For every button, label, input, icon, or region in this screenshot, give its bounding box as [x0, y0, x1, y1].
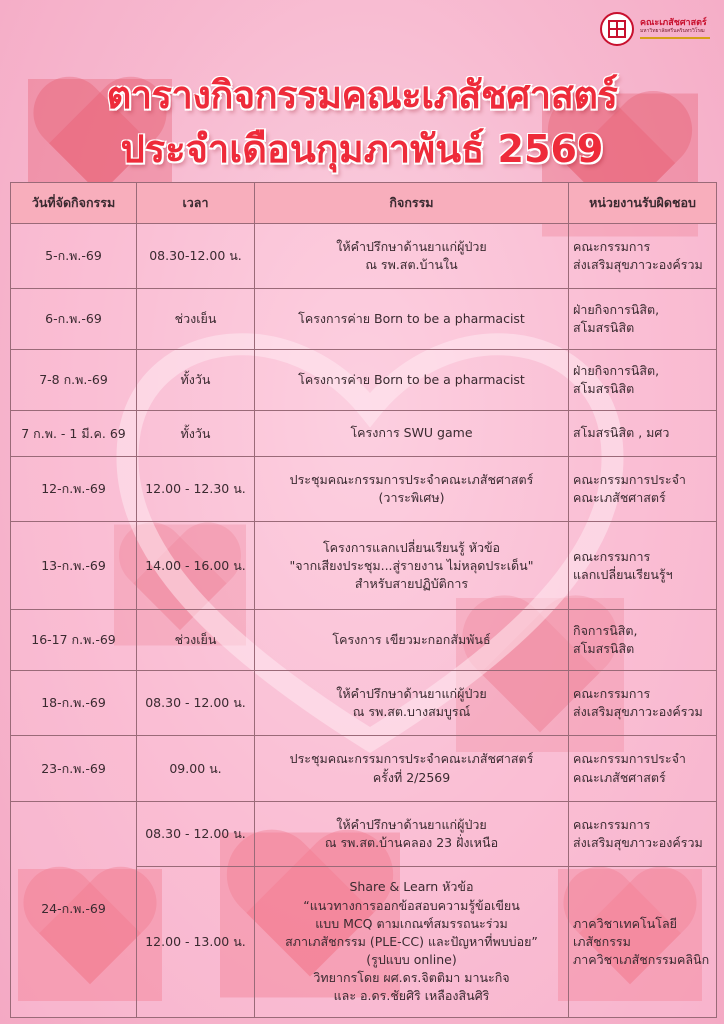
unit-cell-line: คณะกรรมการ: [573, 548, 651, 564]
time-cell: ช่วงเย็น: [137, 610, 255, 671]
activity-cell-line: ณ รพ.สต.บ้านใน: [365, 257, 458, 273]
date-cell: 7-8 ก.พ.-69: [11, 350, 137, 411]
unit-cell-line: สโมสรนิสิต: [573, 320, 635, 336]
date-cell: 6-ก.พ.-69: [11, 289, 137, 350]
unit-cell-line: กิจการนิสิต,: [573, 623, 638, 639]
activity-cell-line: ให้คำปรึกษาด้านยาแก่ผู้ป่วย: [336, 816, 487, 832]
activity-cell-line: โครงการ เขียวมะกอกสัมพันธ์: [332, 632, 491, 648]
time-cell: ทั้งวัน: [137, 410, 255, 456]
logo-subtitle: มหาวิทยาลัยศรีนครินทรวิโรฒ: [640, 28, 705, 35]
table-row: [11, 224, 717, 289]
activity-cell-line: ให้คำปรึกษาด้านยาแก่ผู้ป่วย: [336, 238, 487, 254]
activity-cell-line: วิทยากรโดย ผศ.ดร.จิตติมา มานะกิจ: [313, 970, 510, 986]
time-cell: 08.30 - 12.00 น.: [137, 671, 255, 736]
schedule-table: [10, 182, 717, 1018]
time-cell: ทั้งวัน: [137, 350, 255, 411]
date-cell: 24-ก.พ.-69: [11, 801, 137, 1017]
unit-cell-line: คณะเภสัชศาสตร์: [573, 490, 666, 506]
unit-cell-line: คณะเภสัชศาสตร์: [573, 769, 666, 785]
activity-cell-line: โครงการแลกเปลี่ยนเรียนรู้ หัวข้อ: [322, 539, 501, 555]
time-cell: ช่วงเย็น: [137, 289, 255, 350]
date-cell: 5-ก.พ.-69: [11, 224, 137, 289]
time-cell: 08.30-12.00 น.: [137, 224, 255, 289]
unit-cell: [569, 410, 717, 456]
unit-cell-line: สโมสรนิสิต: [573, 380, 635, 396]
activity-cell: [255, 410, 569, 456]
unit-cell: [569, 350, 717, 411]
unit-cell: [569, 224, 717, 289]
table-header-row: [11, 183, 717, 224]
table-row: [11, 801, 717, 866]
unit-cell: [569, 736, 717, 801]
date-cell: 12-ก.พ.-69: [11, 457, 137, 522]
time-cell: 08.30 - 12.00 น.: [137, 801, 255, 866]
header-unit: หน่วยงานรับผิดชอบ: [569, 183, 717, 224]
activity-cell-line: แบบ MCQ ตามเกณฑ์สมรรถนะร่วม: [315, 915, 508, 931]
date-cell: 13-ก.พ.-69: [11, 522, 137, 610]
time-cell: 12.00 - 13.00 น.: [137, 866, 255, 1017]
table-row: [11, 522, 717, 610]
activity-cell-line: ณ รพ.สต.บ้านคลอง 23 ฝั่งเหนือ: [324, 834, 499, 850]
activity-cell-line: (รูปแบบ online): [366, 951, 457, 967]
unit-cell-line: คณะกรรมการประจำ: [573, 472, 686, 488]
activity-cell-line: (วาระพิเศษ): [378, 490, 445, 506]
unit-cell-line: ฝ่ายกิจการนิสิต,: [573, 301, 660, 317]
logo-bar: [640, 37, 710, 39]
unit-cell-line: ส่งเสริมสุขภาวะองค์รวม: [573, 834, 703, 850]
table-row: [11, 350, 717, 411]
activity-cell: [255, 866, 569, 1017]
table-row: [11, 610, 717, 671]
table-row: [11, 736, 717, 801]
activity-cell-line: สภาเภสัชกรรม (PLE-CC) และปัญหาที่พบบ่อย”: [285, 933, 538, 949]
activity-cell-line: สำหรับสายปฏิบัติการ: [354, 575, 469, 591]
activity-cell-line: และ อ.ดร.ชัยศิริ เหลืองสินศิริ: [333, 988, 490, 1004]
activity-cell-line: ให้คำปรึกษาด้านยาแก่ผู้ป่วย: [336, 686, 487, 702]
activity-cell-line: ประชุมคณะกรรมการประจำคณะเภสัชศาสตร์: [289, 751, 534, 767]
activity-cell: [255, 350, 569, 411]
table-row: [11, 671, 717, 736]
unit-cell-line: แลกเปลี่ยนเรียนรู้ฯ: [573, 566, 673, 582]
table-row: [11, 457, 717, 522]
date-cell: 18-ก.พ.-69: [11, 671, 137, 736]
time-cell: 14.00 - 16.00 น.: [137, 522, 255, 610]
activity-cell: [255, 801, 569, 866]
activity-cell-line: “แนวทางการออกข้อสอบความรู้ข้อเขียน: [303, 897, 520, 913]
header-time: เวลา: [137, 183, 255, 224]
unit-cell: [569, 866, 717, 1017]
activity-cell: [255, 289, 569, 350]
activity-cell: [255, 671, 569, 736]
unit-cell-line: สโมสรนิสิต: [573, 641, 635, 657]
activity-cell: [255, 736, 569, 801]
unit-cell-line: ภาควิชาเภสัชกรรมคลินิก: [573, 951, 710, 967]
activity-cell-line: โครงการ SWU game: [350, 425, 473, 441]
unit-cell-line: ส่งเสริมสุขภาวะองค์รวม: [573, 704, 703, 720]
table-row: [11, 410, 717, 456]
date-cell: 7 ก.พ. - 1 มี.ค. 69: [11, 410, 137, 456]
activity-cell-line: โครงการค่าย Born to be a pharmacist: [298, 371, 525, 387]
unit-cell: [569, 522, 717, 610]
unit-cell: [569, 801, 717, 866]
page-title: [0, 68, 724, 176]
header-date: วันที่จัดกิจกรรม: [11, 183, 137, 224]
unit-cell-line: ส่งเสริมสุขภาวะองค์รวม: [573, 257, 703, 273]
title-line-1: ตารางกิจกรรมคณะเภสัชศาสตร์: [106, 73, 618, 117]
date-cell: 16-17 ก.พ.-69: [11, 610, 137, 671]
activity-cell: [255, 522, 569, 610]
activity-cell-line: โครงการค่าย Born to be a pharmacist: [298, 311, 525, 326]
unit-cell-line: คณะกรรมการ: [573, 238, 651, 254]
activity-cell: [255, 224, 569, 289]
unit-cell-line: คณะกรรมการประจำ: [573, 751, 686, 767]
table-row: [11, 289, 717, 350]
activity-cell-line: ณ รพ.สต.บางสมบูรณ์: [352, 704, 471, 720]
unit-cell: [569, 671, 717, 736]
title-line-2: ประจำเดือนกุมภาพันธ์ 2569: [120, 127, 604, 171]
time-cell: 09.00 น.: [137, 736, 255, 801]
activity-cell: [255, 610, 569, 671]
time-cell: 12.00 - 12.30 น.: [137, 457, 255, 522]
unit-cell-line: คณะกรรมการ: [573, 686, 651, 702]
activity-cell-line: Share & Learn หัวข้อ: [349, 879, 474, 895]
date-cell: 23-ก.พ.-69: [11, 736, 137, 801]
unit-cell: [569, 610, 717, 671]
logo-name: คณะเภสัชศาสตร์: [640, 18, 707, 29]
activity-cell: [255, 457, 569, 522]
unit-cell-line: ฝ่ายกิจการนิสิต,: [573, 362, 660, 378]
unit-cell: [569, 289, 717, 350]
activity-cell-line: ประชุมคณะกรรมการประจำคณะเภสัชศาสตร์: [289, 472, 534, 488]
activity-cell-line: ครั้งที่ 2/2569: [372, 769, 451, 785]
header-activity: กิจกรรม: [255, 183, 569, 224]
activity-cell-line: "จากเสียงประชุม...สู่รายงาน ไม่หลุดประเด็น": [289, 557, 534, 573]
seal-icon: [600, 12, 634, 46]
unit-cell-line: ภาควิชาเทคโนโลยีเภสัชกรรม: [573, 915, 677, 949]
faculty-logo: [600, 10, 718, 48]
unit-cell-line: คณะกรรมการ: [573, 816, 651, 832]
unit-cell-line: สโมสรนิสิต , มศว: [573, 425, 670, 441]
unit-cell: [569, 457, 717, 522]
